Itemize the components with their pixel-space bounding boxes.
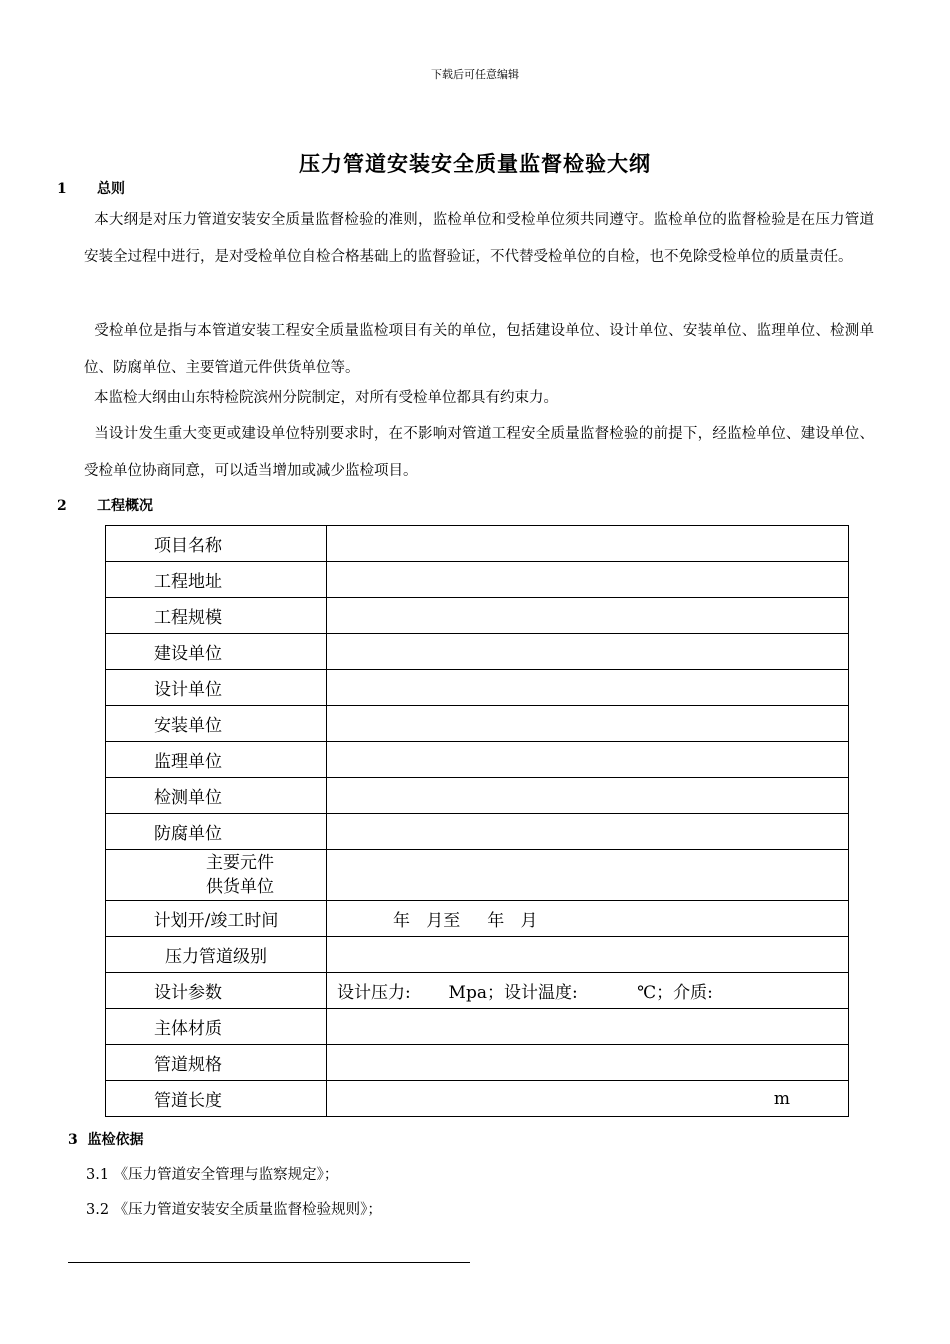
row-value-field[interactable] <box>327 814 849 850</box>
grade-value-field[interactable] <box>327 937 849 973</box>
row-label: 项目名称 <box>106 526 327 562</box>
section-3-title: 监检依据 <box>87 1132 144 1148</box>
row-value-field[interactable] <box>327 526 849 562</box>
section-1-title: 总则 <box>97 181 125 197</box>
header-note: 下载后可任意编辑 <box>431 68 519 81</box>
table-row-material <box>106 1009 849 1045</box>
row-label: 工程地址 <box>106 562 327 598</box>
material-label: 主体材质 <box>106 1009 327 1045</box>
table-row-length <box>106 1081 849 1117</box>
row-label: 工程规模 <box>106 598 327 634</box>
table-row <box>106 778 849 814</box>
section-1-paragraph-1 <box>84 202 874 276</box>
row-label: 防腐单位 <box>106 814 327 850</box>
table-row-supplier <box>106 850 849 901</box>
table-row <box>106 562 849 598</box>
paragraph-text: 本监检大纲由山东特检院滨州分院制定，对所有受检单位都具有约束力。 <box>94 390 558 406</box>
table-row <box>106 526 849 562</box>
table-row <box>106 670 849 706</box>
row-value-field[interactable] <box>327 778 849 814</box>
reference-item-1: 3.1 《压力管道安全管理与监察规定》； <box>86 1167 339 1183</box>
table-row <box>106 814 849 850</box>
section-1-heading <box>57 178 125 198</box>
table-row <box>106 706 849 742</box>
row-value-field[interactable] <box>327 634 849 670</box>
grade-label: 压力管道级别 <box>106 937 327 973</box>
section-2-title: 工程概况 <box>97 498 153 514</box>
plan-value-field[interactable]: 年 月至 年 月 <box>327 901 849 937</box>
row-value-field[interactable] <box>327 562 849 598</box>
section-2-heading <box>57 495 153 515</box>
document-title: 压力管道安装安全质量监督检验大纲 <box>299 151 651 176</box>
row-value-field[interactable] <box>327 742 849 778</box>
table-row-design <box>106 973 849 1009</box>
table-row-grade <box>106 937 849 973</box>
table-row-plan <box>106 901 849 937</box>
row-label: 安装单位 <box>106 706 327 742</box>
row-label: 建设单位 <box>106 634 327 670</box>
spec-value-field[interactable] <box>327 1045 849 1081</box>
table-row <box>106 742 849 778</box>
material-value-field[interactable] <box>327 1009 849 1045</box>
section-1-paragraph-3 <box>84 380 874 417</box>
table-row <box>106 598 849 634</box>
supplier-value-field[interactable] <box>327 850 849 901</box>
row-value-field[interactable] <box>327 598 849 634</box>
table-row-spec <box>106 1045 849 1081</box>
paragraph-text: 受检单位是指与本管道安装工程安全质量监检项目有关的单位，包括建设单位、设计单位、安装单位、监理单位、检测单位、防腐单位、主要管道元件供货单位等。 <box>84 323 874 376</box>
reference-item-2: 3.2 《压力管道安装安全质量监督检验规则》； <box>86 1202 382 1218</box>
supplier-label <box>106 850 327 901</box>
section-3-heading <box>68 1129 144 1149</box>
supplier-label-line-2: 供货单位 <box>206 877 274 897</box>
row-label: 设计单位 <box>106 670 327 706</box>
row-label: 检测单位 <box>106 778 327 814</box>
row-value-field[interactable] <box>327 706 849 742</box>
row-value-field[interactable] <box>327 670 849 706</box>
section-1-number: 1 <box>57 181 67 197</box>
paragraph-text: 当设计发生重大变更或建设单位特别要求时，在不影响对管道工程安全质量监督检验的前提下，经监检单位、建设单位、受检单位协商同意，可以适当增加或减少监检项目。 <box>84 426 874 479</box>
section-1-paragraph-2 <box>84 313 874 387</box>
length-value-field[interactable] <box>327 1081 849 1117</box>
section-2-number: 2 <box>57 498 67 514</box>
project-overview-table <box>105 525 849 1117</box>
table-row <box>106 634 849 670</box>
spec-label: 管道规格 <box>106 1045 327 1081</box>
supplier-label-line-1: 主要元件 <box>206 853 274 873</box>
design-label: 设计参数 <box>106 973 327 1009</box>
paragraph-text: 本大纲是对压力管道安装安全质量监督检验的准则，监检单位和受检单位须共同遵守。监检单位的监督检验是在压力管道安装全过程中进行，是对受检单位自检合格基础上的监督验证，不代替受检单位的自检，也不免除受检单位的质量责任。 <box>84 212 874 265</box>
section-1-paragraph-4 <box>84 416 874 490</box>
footnote-divider <box>68 1262 470 1263</box>
section-3-number: 3 <box>68 1132 78 1148</box>
plan-label: 计划开/竣工时间 <box>106 901 327 937</box>
row-label: 监理单位 <box>106 742 327 778</box>
length-label: 管道长度 <box>106 1081 327 1117</box>
length-unit: m <box>773 1088 790 1109</box>
design-value-field[interactable]: 设计压力: Mpa；设计温度: ℃；介质: <box>327 973 849 1009</box>
